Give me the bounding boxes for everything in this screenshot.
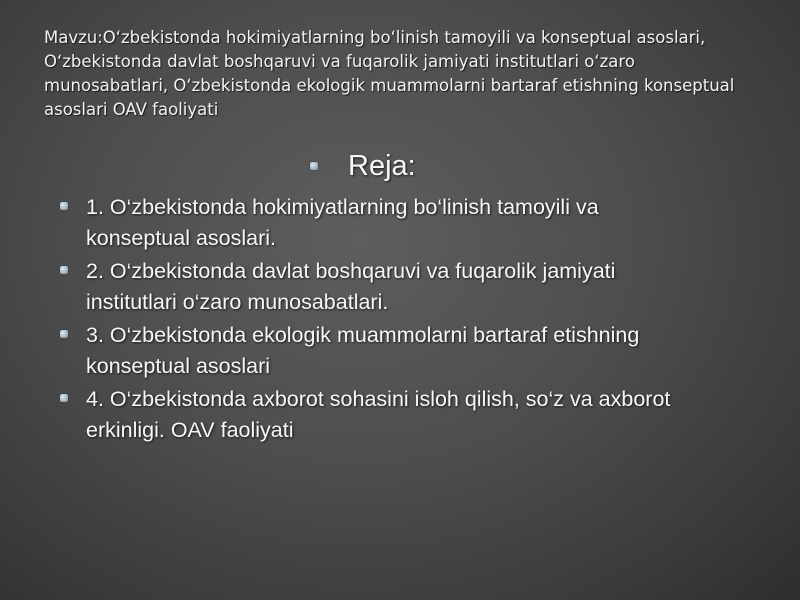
- list-item: [60, 192, 700, 254]
- list-item-text: 3. O‘zbekistonda ekologik muammolarni bartaraf etishning konseptual asoslari: [86, 323, 640, 378]
- list-item-text: 1. O‘zbekistonda hokimiyatlarning bo‘linish tamoyili va konseptual asoslari.: [86, 195, 599, 250]
- bullet-icon: [60, 394, 68, 402]
- bullet-icon: [60, 266, 68, 274]
- bullet-icon: [60, 330, 68, 338]
- slide-title: Mavzu:O‘zbekistonda hokimiyatlarning bo‘linish tamoyili va konseptual asoslari, O‘zbekistonda davlat boshqaruvi va fuqarolik jamiyati institutlari o‘zaro munosabatlari, O‘zbekistonda ekologik muammolarni bartaraf etishning konseptual asoslari OAV faoliyati: [44, 28, 735, 119]
- list-item: [60, 256, 700, 318]
- plan-heading-row: [310, 146, 416, 186]
- list-item-text: 2. O‘zbekistonda davlat boshqaruvi va fuqarolik jamiyati institutlari o‘zaro munosabatlari.: [86, 259, 616, 314]
- list-item-text: 4. O‘zbekistonda axborot sohasini isloh qilish, so‘z va axborot erkinligi. OAV faoliyati: [86, 387, 671, 442]
- plan-heading: Reja:: [348, 150, 416, 182]
- bullet-icon: [310, 162, 318, 170]
- bullet-icon: [60, 202, 68, 210]
- list-item: [60, 384, 700, 446]
- list-item: [60, 320, 700, 382]
- plan-list: [60, 192, 700, 448]
